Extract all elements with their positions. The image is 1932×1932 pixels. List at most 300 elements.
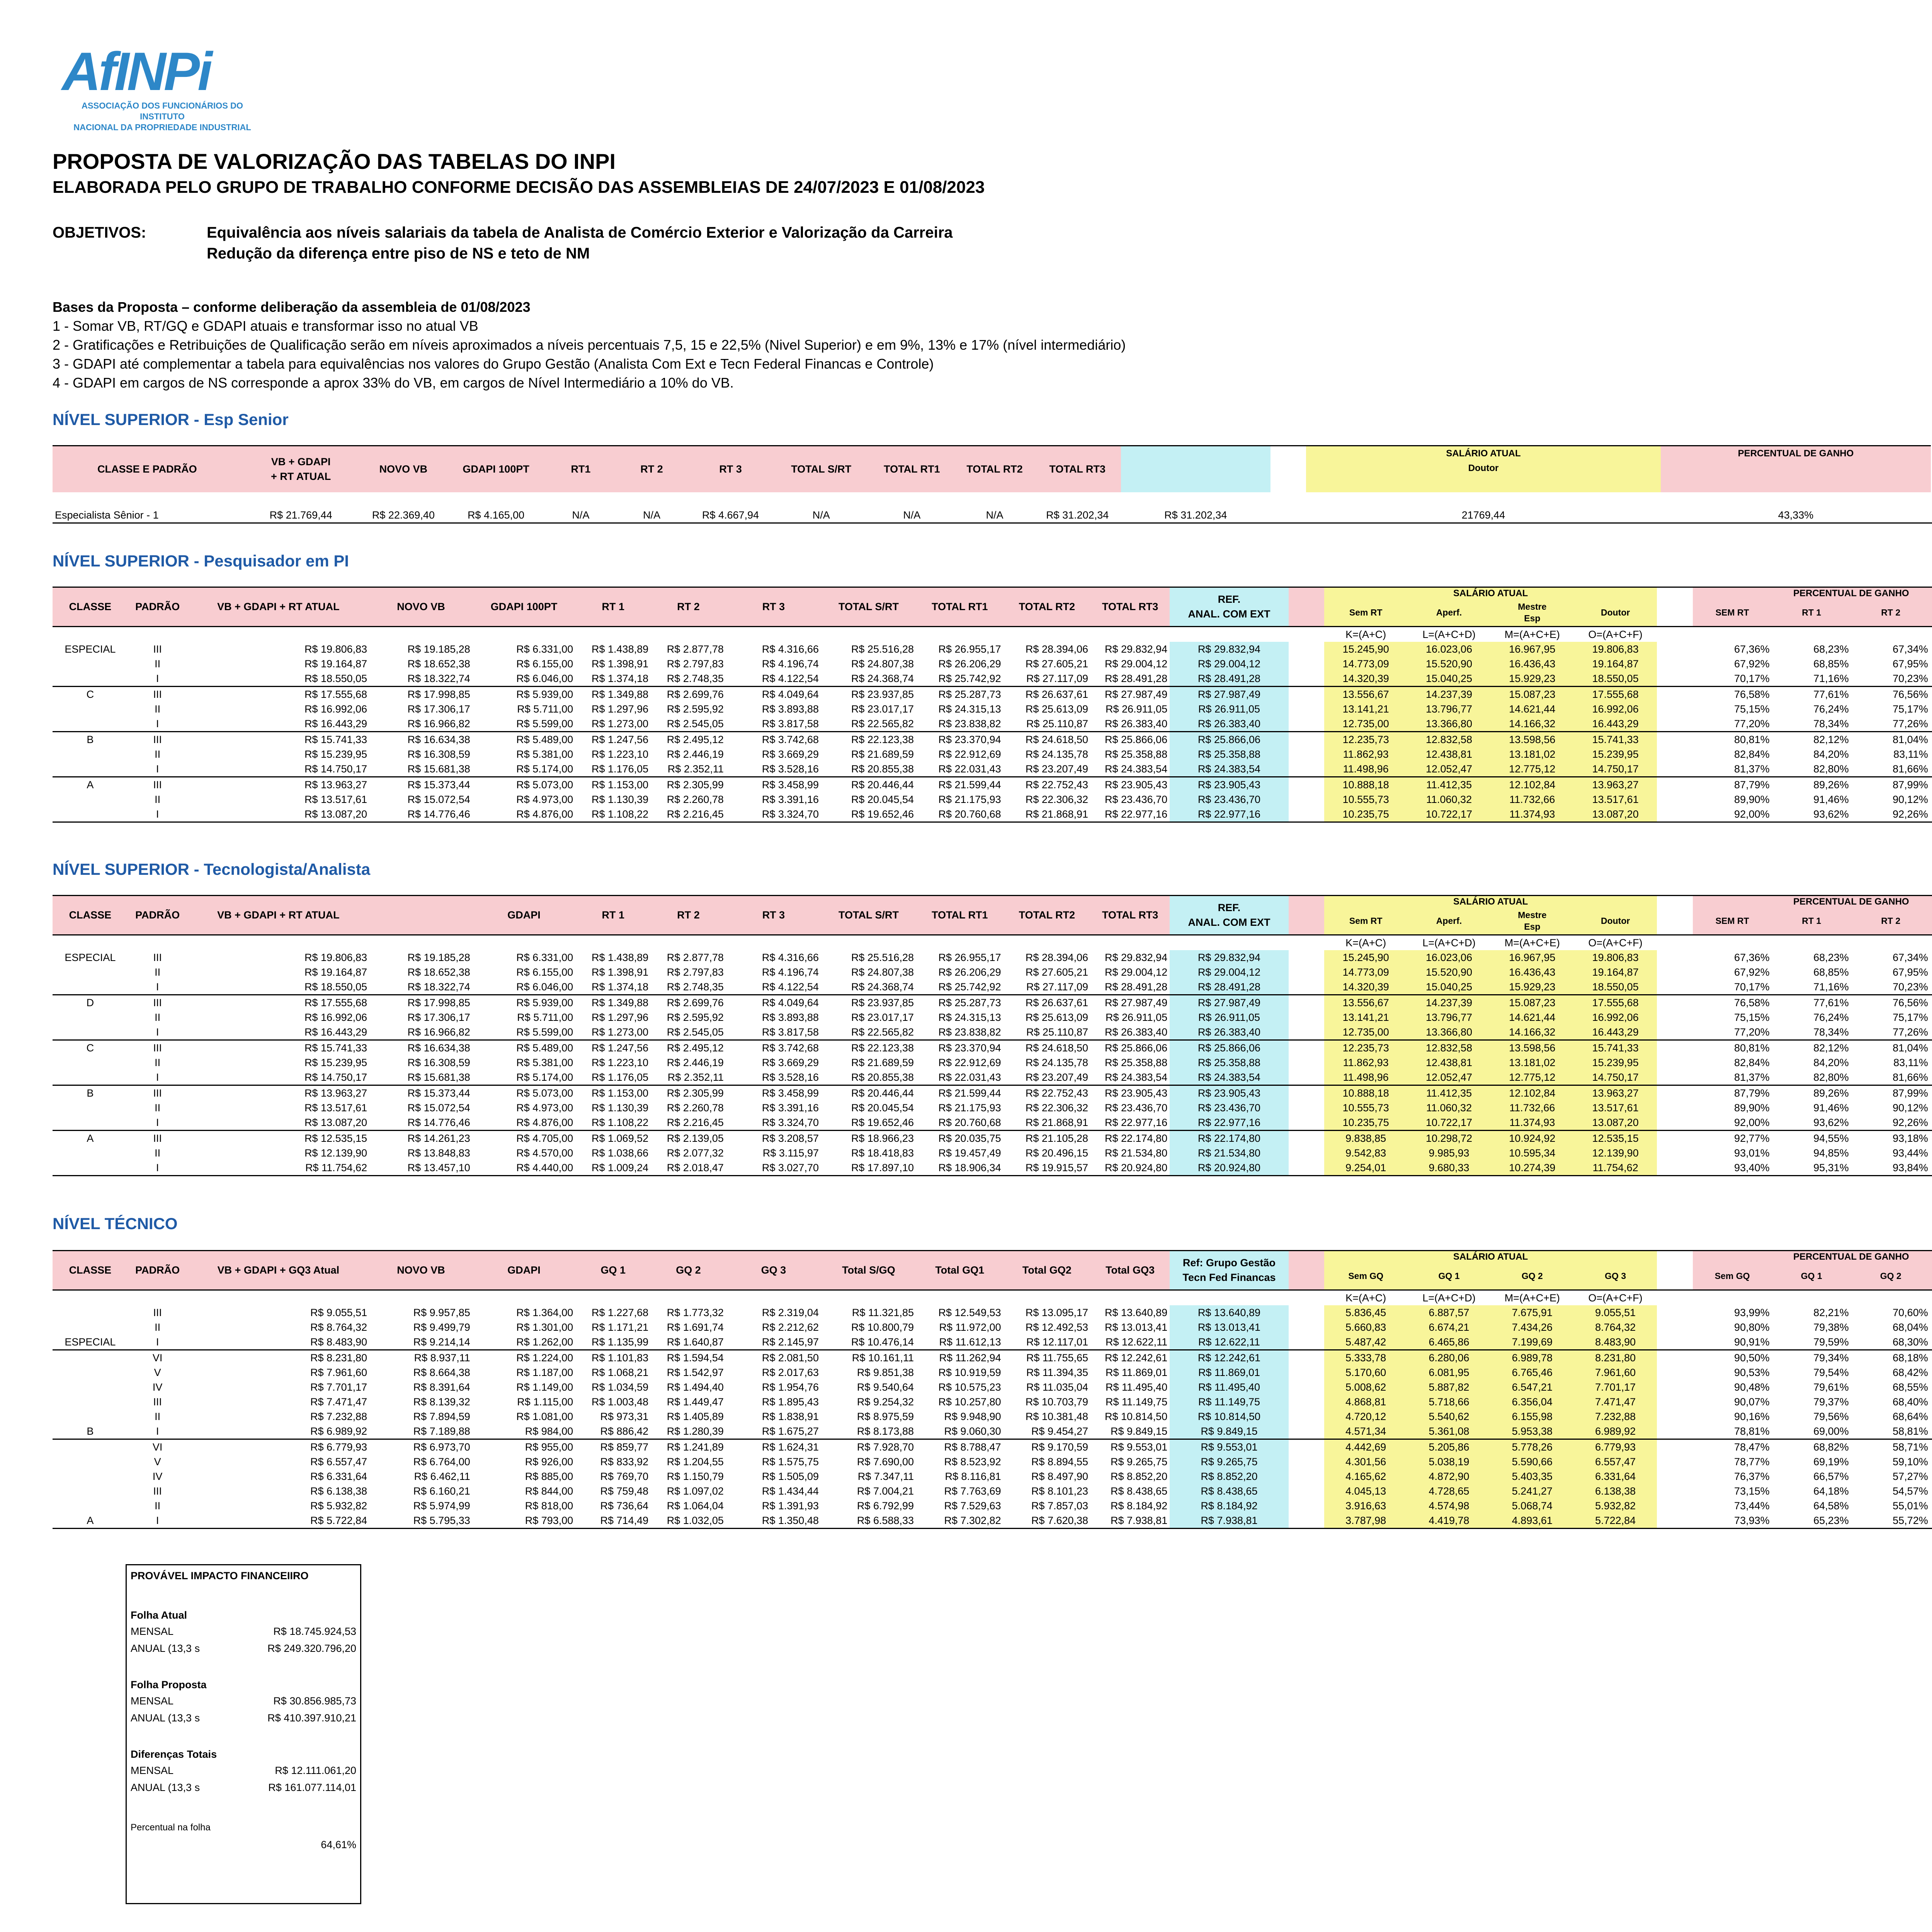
table-row [53,1484,1932,1498]
header-cell [1930,599,1932,626]
table-cell: R$ 6.331,00 [516,951,573,963]
table-cell: R$ 3.324,70 [762,1116,819,1128]
table-cell: R$ 1.003,48 [592,1396,649,1408]
table-row [53,980,1932,995]
table-row [53,1130,1932,1146]
table-cell: R$ 2.145,97 [762,1336,819,1348]
table-cell: 7.961,60 [1574,1365,1657,1380]
table-cell: R$ 2.595,92 [667,1011,724,1023]
table-row [53,1100,1932,1115]
table-cell [53,1160,128,1176]
table-row [53,995,1932,1010]
table-cell: 68,30% [1893,1336,1928,1348]
table-cell: 15.929,23 [1491,980,1574,995]
table-cell: R$ 3.742,68 [726,1040,821,1055]
table-cell: 11.060,32 [1407,1100,1490,1115]
table-cell: R$ 16.966,82 [407,718,470,730]
table-cell: 92,26% [1893,1116,1928,1128]
table-cell: 67,95% [1893,966,1928,978]
table-cell: R$ 23.905,43 [1090,777,1170,792]
table-cell: 93,44% [1893,1147,1928,1159]
table-cell: 9.055,51 [1574,1305,1657,1320]
atual-anual-value: R$ 249.320.796,20 [267,1643,356,1654]
table-cell: II [155,1500,161,1512]
table-cell: R$ 7.938,81 [1170,1513,1289,1529]
table-cell: R$ 26.911,05 [1170,702,1289,716]
formula-cell: L=(A+C+D) [1422,937,1476,949]
table-cell: R$ 3.669,29 [762,748,819,760]
table-cell: B [53,731,128,747]
table-cell: R$ 1.149,00 [516,1381,573,1393]
table-cell: R$ 6.155,00 [516,966,573,978]
table-cell: R$ 973,31 [600,1410,649,1422]
folha-proposta-label: Folha Proposta [131,1679,207,1690]
table-cell: R$ 21.534,80 [1105,1147,1168,1159]
table-cell: R$ 25.613,09 [1026,703,1088,715]
table-cell: R$ 13.087,20 [304,1116,367,1128]
table-cell: 11.732,66 [1491,792,1574,807]
table-cell: 78,81% [1734,1425,1770,1437]
table-cell: R$ 11.149,75 [1170,1395,1289,1409]
table-cell: R$ 22.306,32 [1026,793,1088,805]
table-cell [1930,1146,1932,1160]
table-cell: R$ 4.196,74 [762,966,819,978]
table-cell: R$ 2.797,83 [667,658,724,670]
table-cell: III [128,995,187,1010]
table-cell: R$ 1.097,02 [667,1485,724,1497]
table-cell: 90,48% [1734,1381,1770,1393]
table-cell: R$ 17.555,68 [187,995,370,1010]
table-cell: R$ 844,00 [525,1485,573,1497]
table-cell: 78,77% [1734,1456,1770,1468]
table-cell: 84,20% [1813,1056,1849,1068]
table-cell: 12.052,47 [1407,762,1490,777]
table-cell: 11.498,96 [1324,1070,1407,1085]
table-cell: R$ 2.212,62 [762,1321,819,1333]
table-cell: 80,81% [1693,731,1772,747]
header-cell: VB + GDAPI + RT ATUAL [187,896,370,935]
table-cell: R$ 9.265,75 [1111,1456,1168,1468]
table-cell: R$ 7.938,81 [1111,1514,1168,1526]
table-cell: R$ 1.247,56 [575,731,651,747]
table-cell: 76,58% [1693,995,1772,1010]
table-cell: 66,57% [1813,1470,1849,1482]
table-cell: R$ 25.742,92 [938,672,1001,684]
table-cell [1930,995,1932,1010]
table-cell: R$ 21.599,44 [916,777,1003,792]
header-cell: RT 2 [651,587,726,627]
table-cell [1930,642,1932,656]
table-cell: R$ 1.081,00 [516,1410,573,1422]
table-cell: 4.442,69 [1324,1439,1407,1454]
impacto-title: PROVÁVEL IMPACTO FINANCEIIRO [131,1570,309,1582]
table-cell: 5.590,66 [1491,1454,1574,1469]
table-cell: 12.535,15 [1574,1130,1657,1146]
table-cell: 89,26% [1772,777,1851,792]
table-cell: 10.235,75 [1324,1115,1407,1131]
header-cell: VB + GDAPI + GQ3 Atual [187,1251,370,1290]
table-cell: 11.374,93 [1491,1115,1574,1131]
table-cell: R$ 2.305,99 [651,777,726,792]
table-cell: 9.254,01 [1324,1160,1407,1176]
table-cell: R$ 15.373,44 [369,1085,473,1100]
folha-atual-label: Folha Atual [131,1609,187,1621]
table-cell: R$ 3.742,68 [726,731,821,747]
table-cell: R$ 4.570,00 [516,1147,573,1159]
table-cell: 15.040,25 [1407,671,1490,687]
table-cell: R$ 26.911,05 [1105,703,1168,715]
table-cell: III [153,1306,162,1318]
table-cell: R$ 13.963,27 [187,777,370,792]
table-cell: R$ 9.170,59 [1003,1439,1091,1454]
table-cell: R$ 25.358,88 [1105,1056,1168,1068]
table-cell: 15.520,90 [1407,965,1490,980]
table-cell [1930,671,1932,687]
table-cell: R$ 8.184,92 [1170,1498,1289,1513]
table-cell: R$ 1.223,10 [592,748,649,760]
table-cell: R$ 6.779,93 [187,1439,370,1454]
table-cell: N/A [903,509,921,521]
table-cell: 3.916,63 [1324,1498,1407,1513]
table-cell: R$ 29.004,12 [1105,966,1168,978]
header-cell [1121,446,1271,492]
header-cell: Sem RT [1324,908,1407,935]
header-cell: Aperf. [1407,908,1490,935]
table-cell: R$ 27.987,49 [1090,995,1170,1010]
table-cell: R$ 27.117,09 [1026,981,1088,993]
table-cell: 5.361,08 [1407,1424,1490,1439]
table-cell: R$ 3.669,29 [762,1056,819,1068]
table-cell [53,1305,128,1320]
table-cell: R$ 6.155,00 [516,658,573,670]
header-cell: CLASSE [53,896,128,935]
table-cell: R$ 2.595,92 [667,703,724,715]
table-cell: R$ 1.150,79 [667,1470,724,1482]
table-cell: 4.419,78 [1407,1513,1490,1529]
table-cell: R$ 10.919,59 [938,1366,1001,1378]
table-cell [1930,656,1932,671]
table-cell: R$ 25.287,73 [916,686,1003,702]
table-cell: 79,61% [1813,1381,1849,1393]
table-cell: R$ 26.637,61 [1003,686,1091,702]
table-cell: R$ 15.239,95 [304,748,367,760]
table-cell: R$ 21.769,44 [269,509,332,521]
table-cell: R$ 26.911,05 [1105,1011,1168,1023]
table-cell: R$ 2.352,11 [667,1071,724,1083]
table-cell: 12.735,00 [1324,1025,1407,1040]
table-cell: 13.556,67 [1324,686,1407,702]
table-cell: R$ 22.752,43 [1003,1085,1091,1100]
table-cell: R$ 1.262,00 [516,1336,573,1348]
table-cell: R$ 23.436,70 [1170,1100,1289,1115]
logo-subtitle-2: NACIONAL DA PROPRIEDADE INDUSTRIAL [73,122,251,132]
table-cell: R$ 22.912,69 [938,1056,1001,1068]
table-cell: R$ 20.855,38 [851,763,914,775]
table-cell: 82,80% [1813,1071,1849,1083]
table-row [53,731,1932,747]
table-cell: R$ 12.622,11 [1105,1336,1168,1348]
table-row [53,777,1932,792]
table-cell: R$ 1.204,55 [667,1456,724,1468]
table-cell: R$ 4.973,00 [516,793,573,805]
bases-title: Bases da Proposta – conforme deliberação da assembleia de 01/08/2023 [53,299,531,315]
section-title-tecnologista: NÍVEL SUPERIOR - Tecnologista/Analista [53,860,371,878]
table-cell: R$ 5.174,00 [516,763,573,775]
table-row [53,1305,1932,1320]
table-cell: R$ 9.454,27 [1031,1425,1088,1437]
senior-data-row [53,508,1932,523]
table-cell: R$ 2.139,05 [651,1130,726,1146]
table-cell: 78,34% [1813,1026,1849,1038]
table-cell: 12.052,47 [1407,1070,1490,1085]
table-cell: R$ 1.241,89 [651,1439,726,1454]
table-cell: 14.621,44 [1491,702,1574,716]
table-cell: R$ 25.110,87 [1026,718,1088,730]
table-cell: 4.720,12 [1324,1409,1407,1424]
table-cell [1930,965,1932,980]
header-cell: TOTAL S/RT [821,587,916,627]
table-cell [1930,731,1932,747]
table-cell: R$ 3.115,97 [762,1147,819,1159]
table-cell: I [156,1336,159,1348]
table-cell: R$ 29.832,94 [1170,642,1289,656]
table-cell: R$ 23.436,70 [1105,793,1168,805]
table-cell: C [53,686,128,702]
table-cell: II [155,793,161,805]
formula-cell: M=(A+C+E) [1504,937,1560,949]
table-cell: 15.239,95 [1574,1055,1657,1070]
table-cell: R$ 22.977,16 [1170,807,1289,822]
table-row [53,686,1932,702]
table-cell: R$ 15.741,33 [187,1040,370,1055]
table-cell [53,1484,128,1498]
header-cell: Total GQ3 [1090,1251,1170,1290]
table-cell: R$ 6.588,33 [857,1514,914,1526]
table-cell: 10.555,73 [1324,1100,1407,1115]
table-cell [1930,1130,1932,1146]
objectives-label: OBJETIVOS: [53,224,146,241]
table-cell: 94,85% [1813,1147,1849,1159]
table-cell: R$ 10.381,48 [1026,1410,1088,1422]
table-cell: R$ 15.681,38 [407,1071,470,1083]
table-cell [53,656,128,671]
table-cell: R$ 8.788,47 [916,1439,1003,1454]
table-row [53,1115,1932,1131]
table-row [53,1469,1932,1484]
header-cell [1930,1263,1932,1290]
table-cell: R$ 8.497,90 [1031,1470,1088,1482]
table-cell: 81,66% [1893,763,1928,775]
table-cell: R$ 12.622,11 [1170,1335,1289,1350]
table-cell: III [128,1040,187,1055]
table-cell [1930,1380,1932,1395]
table-row [53,1350,1932,1365]
table-cell: R$ 1.187,00 [516,1366,573,1378]
table-cell: R$ 19.164,87 [304,966,367,978]
table-cell: 14.166,32 [1491,1025,1574,1040]
table-cell: R$ 20.045,54 [851,793,914,805]
table-cell: R$ 29.832,94 [1105,951,1168,963]
table-cell: R$ 22.123,38 [821,731,916,747]
table-cell [53,965,128,980]
table-cell: R$ 1.101,83 [575,1350,651,1365]
table-cell: R$ 11.149,75 [1105,1396,1168,1408]
bases-item: 4 - GDAPI em cargos de NS corresponde a aprox 33% do VB, em cargos de Nível Intermediário a 10% do VB. [53,375,734,391]
table-cell: R$ 7.961,60 [310,1366,367,1378]
table-cell [1930,747,1932,762]
table-cell: 68,23% [1813,643,1849,655]
table-cell [1930,1365,1932,1380]
table-cell: 13.796,77 [1407,702,1490,716]
table-cell: R$ 20.045,54 [851,1102,914,1114]
header-cell: Mestre Esp [1491,599,1574,626]
table-cell: III [128,1085,187,1100]
table-cell: II [155,1056,161,1068]
table-cell: 19.164,87 [1574,965,1657,980]
table-cell: 13.796,77 [1407,1010,1490,1025]
table-cell: R$ 17.998,85 [369,995,473,1010]
table-cell: R$ 27.987,49 [1170,995,1289,1010]
table-row [53,1070,1932,1085]
table-cell: 12.832,58 [1407,731,1490,747]
table-cell: R$ 7.928,70 [821,1439,916,1454]
table-row [53,950,1932,965]
table-cell: R$ 1.398,91 [592,658,649,670]
table-cell [53,1055,128,1070]
table-cell: 5.205,86 [1407,1439,1490,1454]
table-cell: R$ 8.483,90 [310,1336,367,1348]
table-cell: R$ 9.540,64 [857,1381,914,1393]
table-cell: R$ 11.321,85 [852,1306,914,1318]
table-row [53,1085,1932,1100]
table-cell: III [128,731,187,747]
table-cell: 70,17% [1734,672,1770,684]
table-cell: ESPECIAL [65,1336,116,1348]
table-cell [1930,1439,1932,1454]
table-cell: N/A [643,509,661,521]
table-cell: 79,54% [1813,1366,1849,1378]
table-cell: R$ 1.364,00 [516,1306,573,1318]
table-cell: 67,92% [1734,658,1770,670]
table-cell: R$ 19.806,83 [304,951,367,963]
table-cell: R$ 8.764,32 [310,1321,367,1333]
table-cell: 67,34% [1893,951,1928,963]
table-row [53,1320,1932,1335]
table-cell: R$ 22.565,82 [851,1026,914,1038]
table-cell: R$ 2.081,50 [726,1350,821,1365]
table-cell: R$ 12.535,15 [187,1130,370,1146]
header-cell: PERCENTUAL DE GANHO [1693,587,1932,600]
table-cell: 15.239,95 [1574,747,1657,762]
table-cell: I [156,1116,159,1128]
header-cell: NOVO VB [369,587,473,627]
table-cell: R$ 2.216,45 [667,1116,724,1128]
table-cell: 78,47% [1693,1439,1772,1454]
table-cell: R$ 1.223,10 [592,1056,649,1068]
table-cell: R$ 5.073,00 [473,777,576,792]
table-cell: 6.081,95 [1407,1365,1490,1380]
table-cell: 15.087,23 [1491,995,1574,1010]
table-cell: R$ 1.135,99 [592,1336,649,1348]
table-cell: 10.924,92 [1491,1130,1574,1146]
table-cell: 15.245,90 [1324,950,1407,965]
table-cell: R$ 29.004,12 [1170,965,1289,980]
table-cell: R$ 21.868,91 [1026,808,1088,820]
table-header-row [53,896,1932,908]
header-cell: CLASSE E PADRÃO [53,446,242,492]
table-cell: R$ 23.838,82 [938,1026,1001,1038]
header-cell: SALÁRIO ATUAL Doutor [1306,446,1661,492]
table-cell: 6.280,06 [1407,1350,1490,1365]
table-cell: R$ 6.331,00 [516,643,573,655]
header-cell: SALÁRIO ATUAL [1324,896,1657,908]
table-cell: R$ 19.457,49 [938,1147,1001,1159]
table-cell: R$ 3.528,16 [762,763,819,775]
table-cell: 8.483,90 [1574,1335,1657,1350]
table-cell: R$ 19.185,28 [407,643,470,655]
table-row [53,762,1932,777]
table-cell: R$ 16.308,59 [407,1056,470,1068]
table-cell: R$ 8.975,59 [857,1410,914,1422]
table-cell: 92,00% [1734,808,1770,820]
table-cell: 21769,44 [1461,509,1505,521]
table-cell: R$ 24.383,54 [1170,762,1289,777]
table-cell [1930,1469,1932,1484]
impacto-row [131,1763,356,1778]
dif-anual-value: R$ 161.077.114,01 [268,1782,356,1793]
table-cell: R$ 9.849,15 [1170,1424,1289,1439]
table-cell: 14.750,17 [1574,1070,1657,1085]
table-cell [53,1380,128,1395]
table-cell: R$ 12.139,90 [304,1147,367,1159]
table-cell: 6.465,86 [1407,1335,1490,1350]
table-cell: R$ 25.866,06 [1090,731,1170,747]
table-cell: 10.274,39 [1491,1160,1574,1176]
table-cell: R$ 13.517,61 [304,1102,367,1114]
table-cell [1930,1040,1932,1055]
table-cell: R$ 24.368,74 [851,672,914,684]
table-cell [1930,792,1932,807]
table-cell: 68,04% [1893,1321,1928,1333]
table-cell: R$ 1.064,04 [667,1500,724,1512]
header-cell: RT 2 [616,446,687,492]
table-cell: R$ 1.374,18 [592,981,649,993]
table-cell [53,1350,128,1365]
table-cell: R$ 10.800,79 [851,1321,914,1333]
table-cell [53,1146,128,1160]
table-cell: R$ 8.523,92 [944,1456,1001,1468]
table-row [53,1498,1932,1513]
table-cell: R$ 7.004,21 [857,1485,914,1497]
objective-2: Redução da diferença entre piso de NS e teto de NM [207,245,590,262]
table-cell: 14.166,32 [1491,716,1574,732]
table-cell: R$ 5.722,84 [310,1514,367,1526]
table-cell: R$ 2.446,19 [667,748,724,760]
table-cell: R$ 5.939,00 [473,995,576,1010]
table-cell: 87,79% [1693,1085,1772,1100]
table-cell: 6.547,21 [1491,1380,1574,1395]
table-cell: I [156,1071,159,1083]
table-cell: R$ 13.013,41 [1105,1321,1168,1333]
table-row [53,642,1932,656]
table-cell: R$ 9.265,75 [1170,1454,1289,1469]
table-cell: 64,18% [1813,1485,1849,1497]
table-row [53,1424,1932,1439]
table-cell: 13.598,56 [1491,1040,1574,1055]
table-cell: 16.443,29 [1574,716,1657,732]
table-cell: 84,20% [1813,748,1849,760]
table-cell: R$ 859,77 [575,1439,651,1454]
